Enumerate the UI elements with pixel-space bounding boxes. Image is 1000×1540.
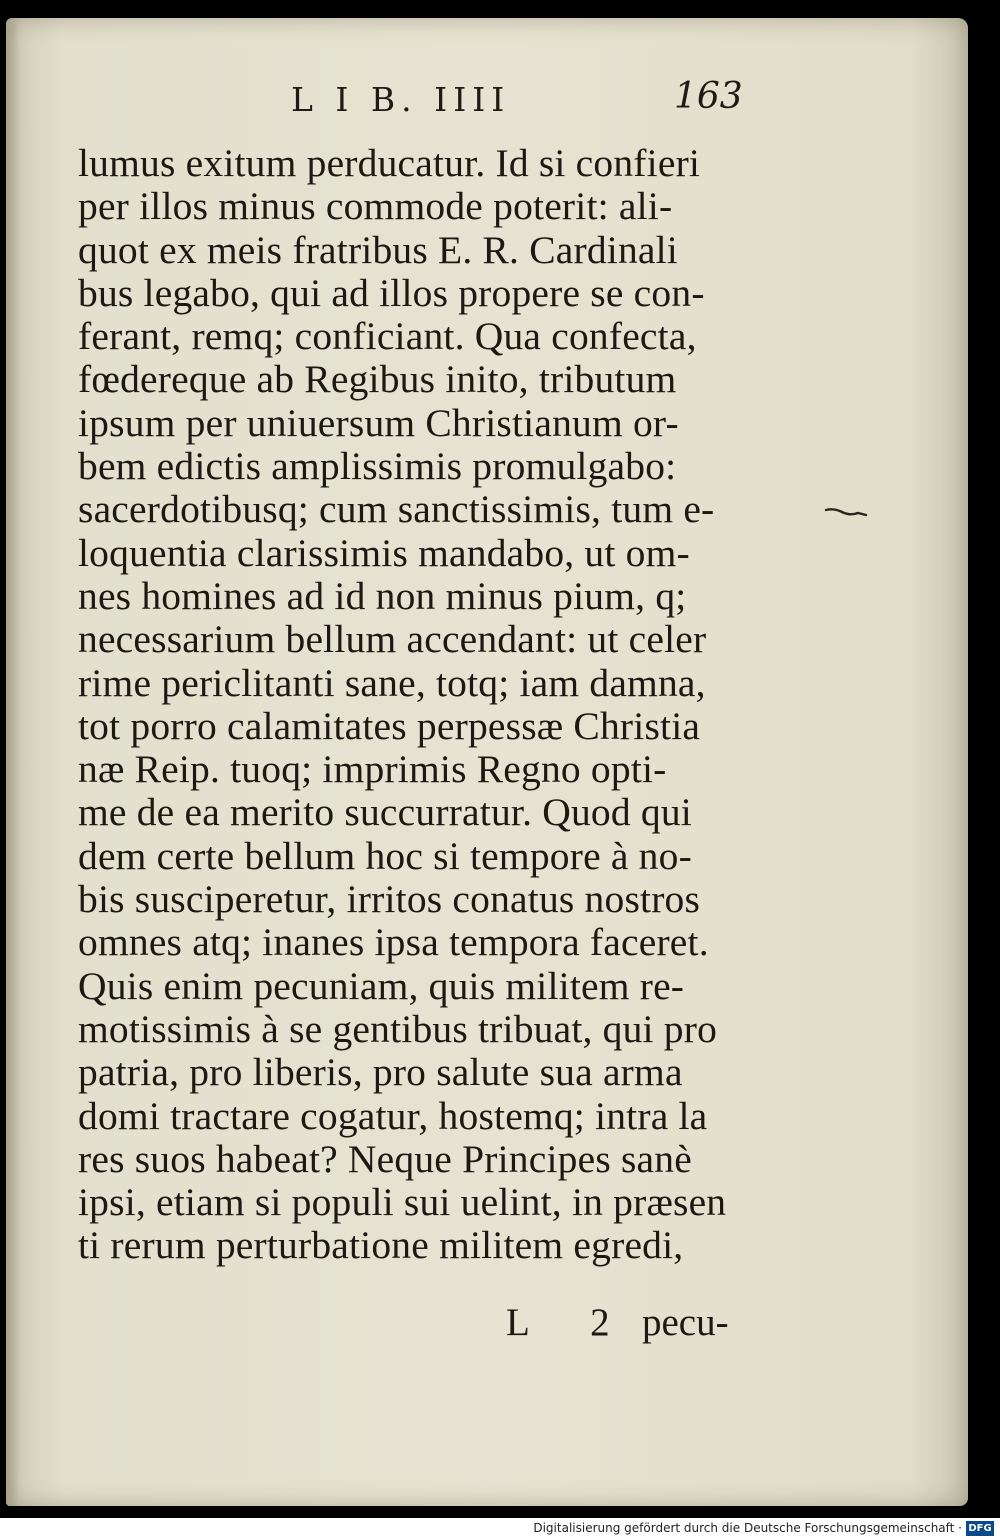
funding-credit: Digitalisierung gefördert durch die Deutsche Forschungsgemeinschaft · bbox=[533, 1521, 962, 1535]
text-line: motissimis à se gentibus tribuat, qui pro bbox=[78, 1006, 718, 1051]
text-line: lumus exitum perducatur. Id si confieri bbox=[78, 141, 701, 185]
text-line: patria, pro liberis, pro salute sua arma bbox=[78, 1050, 683, 1095]
margin-ink-mark bbox=[824, 506, 868, 518]
running-title: L I B. IIII bbox=[291, 80, 511, 119]
text-line: domi tractare cogatur, hostemq; intra la bbox=[78, 1093, 708, 1138]
dfg-logo: DFG bbox=[966, 1521, 994, 1536]
body-text bbox=[78, 142, 768, 1268]
text-line: me de ea merito succurratur. Quod qui bbox=[78, 790, 692, 835]
page-number: 163 bbox=[674, 76, 743, 117]
signature-mark: L 2 bbox=[506, 1301, 636, 1344]
text-line: ipsi, etiam si populi sui uelint, in præsen bbox=[78, 1180, 727, 1225]
text-line: necessarium bellum accendant: ut celer bbox=[78, 617, 707, 662]
text-line: loquentia clarissimis mandabo, ut om- bbox=[78, 530, 690, 575]
text-line: sacerdotibusq; cum sanctissimis, tum e- bbox=[78, 487, 715, 532]
catchline bbox=[6, 1300, 968, 1350]
catchword: pecu- bbox=[642, 1301, 729, 1344]
text-line: bus legabo, qui ad illos propere se con- bbox=[78, 270, 705, 315]
text-line: res suos habeat? Neque Principes sanè bbox=[78, 1136, 692, 1181]
text-line: dem certe bellum hoc si tempore à no- bbox=[78, 833, 692, 878]
text-line: tot porro calamitates perpessæ Christia bbox=[78, 703, 701, 748]
running-head bbox=[6, 76, 968, 126]
text-line: fœdereque ab Regibus inito, tributum bbox=[78, 357, 677, 402]
text-line: per illos minus commode poterit: ali- bbox=[78, 184, 673, 229]
text-line: ti rerum perturbatione militem egredi, bbox=[78, 1223, 684, 1268]
text-line: nes homines ad id non minus pium, q; bbox=[78, 573, 687, 618]
page-gutter-edge bbox=[6, 18, 20, 1506]
book-page bbox=[6, 18, 968, 1506]
text-line: næ Reip. tuoq; imprimis Regno opti- bbox=[78, 747, 667, 792]
text-line: Quis enim pecuniam, quis militem re- bbox=[78, 963, 685, 1008]
text-line: bem edictis amplissimis promulgabo: bbox=[78, 444, 677, 489]
text-line: quot ex meis fratribus E. R. Cardinali bbox=[78, 227, 678, 272]
text-line: omnes atq; inanes ipsa tempora faceret. bbox=[78, 920, 709, 965]
text-line: ipsum per uniuersum Christianum or- bbox=[78, 400, 679, 445]
text-line: ferant, remq; conficiant. Qua confecta, bbox=[78, 314, 697, 359]
digitization-footer bbox=[0, 1518, 1000, 1540]
text-line: rime periclitanti sane, totq; iam damna, bbox=[78, 660, 706, 705]
text-line: bis susciperetur, irritos conatus nostros bbox=[78, 877, 701, 922]
